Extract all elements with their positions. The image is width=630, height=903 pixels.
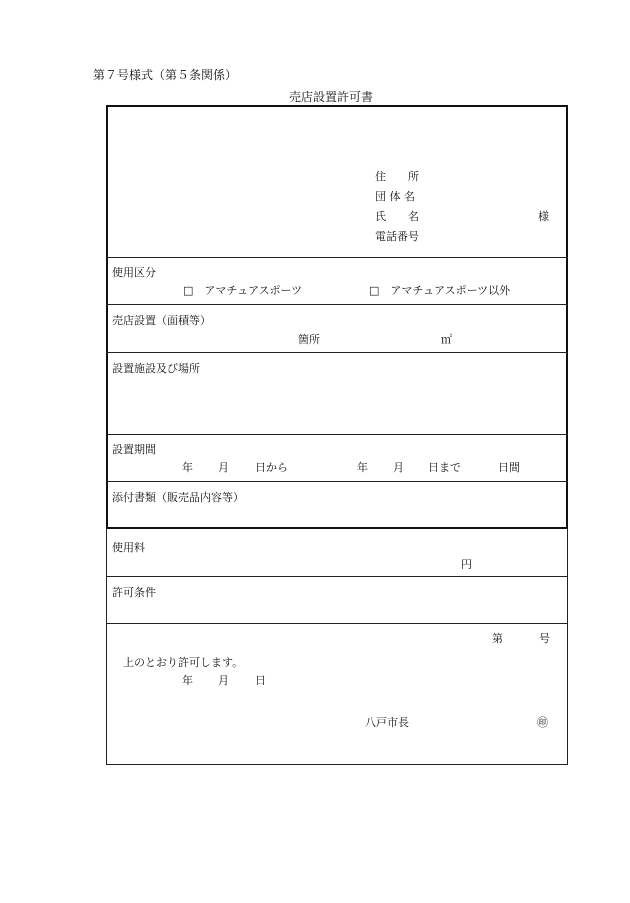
approval-month: 月 bbox=[218, 674, 229, 687]
usage-option-amateur[interactable]: □ アマチュアスポーツ bbox=[183, 284, 303, 297]
usage-label: 使用区分 bbox=[112, 266, 156, 279]
period-start-month: 月 bbox=[218, 461, 229, 474]
phone-label: 電話番号 bbox=[375, 230, 419, 243]
period-start-day: 日から bbox=[255, 461, 288, 474]
permit-number-suffix: 号 bbox=[539, 632, 550, 645]
approval-day: 日 bbox=[255, 674, 266, 687]
fee-unit: 円 bbox=[461, 558, 472, 571]
group-name-label: 団 体 名 bbox=[375, 190, 415, 203]
row-divider bbox=[106, 352, 568, 353]
usage-option-non-amateur[interactable]: □ アマチュアスポーツ以外 bbox=[369, 284, 511, 297]
approval-statement: 上のとおり許可します。 bbox=[123, 656, 244, 669]
row-divider bbox=[106, 434, 568, 435]
row-divider bbox=[106, 304, 568, 305]
stall-count-unit: 箇所 bbox=[298, 333, 320, 346]
period-end-day: 日まで bbox=[428, 461, 461, 474]
facility-label: 設置施設及び場所 bbox=[112, 362, 200, 375]
row-divider bbox=[106, 257, 568, 258]
name-label: 氏 名 bbox=[375, 210, 419, 223]
period-label: 設置期間 bbox=[112, 443, 156, 456]
period-end-month: 月 bbox=[393, 461, 404, 474]
form-number: 第７号様式（第５条関係） bbox=[93, 68, 238, 82]
conditions-label: 許可条件 bbox=[112, 586, 156, 599]
attachments-label: 添付書類（販売品内容等） bbox=[112, 491, 244, 504]
honorific: 様 bbox=[538, 210, 549, 223]
period-end-year: 年 bbox=[357, 461, 368, 474]
seal-mark: ㊞ bbox=[537, 716, 548, 729]
approval-year: 年 bbox=[182, 674, 193, 687]
permit-number-prefix: 第 bbox=[492, 632, 503, 645]
period-days: 日間 bbox=[498, 461, 520, 474]
row-divider bbox=[106, 481, 568, 482]
issuer-title: 八戸市長 bbox=[365, 716, 409, 729]
row-divider bbox=[106, 576, 568, 577]
stall-label: 売店設置（面積等） bbox=[112, 314, 211, 327]
period-start-year: 年 bbox=[182, 461, 193, 474]
row-divider bbox=[106, 623, 568, 624]
fee-label: 使用料 bbox=[112, 541, 145, 554]
stall-area-unit: ㎡ bbox=[441, 333, 452, 346]
address-label: 住 所 bbox=[375, 170, 419, 183]
form-title: 売店設置許可書 bbox=[289, 90, 374, 104]
form-frame-lower bbox=[106, 528, 568, 765]
